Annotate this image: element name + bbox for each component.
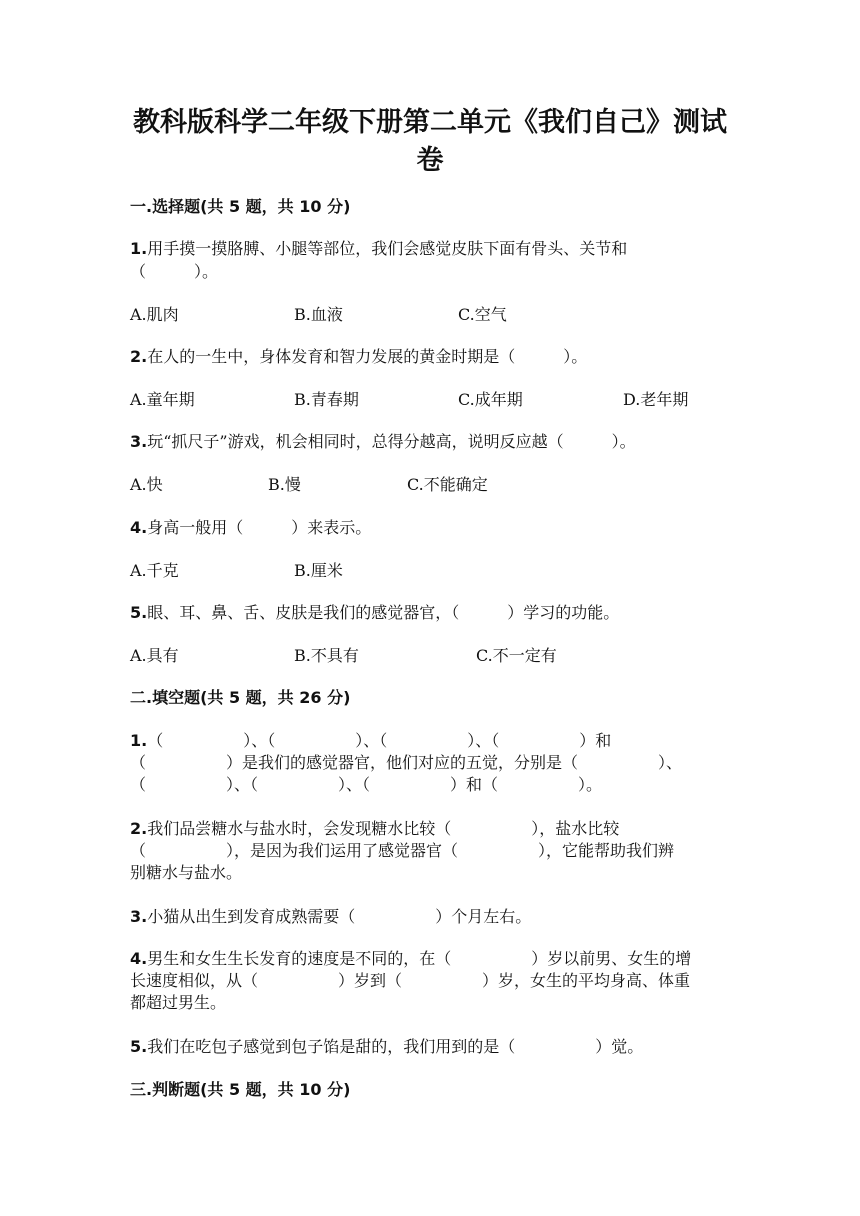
option-a[interactable]: A.快 (130, 475, 163, 494)
fill-question-4-line3: 都超过男生。 (130, 993, 227, 1012)
question-text: 眼、耳、鼻、舌、皮肤是我们的感觉器官，（ ）学习的功能。 (147, 603, 620, 622)
question-number: 3. (130, 907, 148, 926)
option-c[interactable]: C.空气 (458, 305, 507, 324)
fill-question-4 (130, 946, 691, 969)
question-number: 1. (130, 731, 148, 750)
option-b[interactable]: B.慢 (268, 475, 301, 494)
choice-question-3 (130, 429, 636, 452)
fill-question-5 (130, 1034, 643, 1057)
question-number: 2. (130, 819, 148, 838)
option-d[interactable]: D.老年期 (623, 390, 689, 409)
section-heading-fill: 二.填空题(共 5 题，共 26 分) (130, 688, 351, 707)
choice-question-4 (130, 515, 371, 538)
question-text: 男生和女生生长发育的速度是不同的，在（ ）岁以前男、女生的增 (147, 949, 692, 968)
section-heading-choice: 一.选择题(共 5 题，共 10 分) (130, 197, 351, 216)
question-number: 2. (130, 347, 148, 366)
fill-question-2-line2: （ ），是因为我们运用了感觉器官（ ），它能帮助我们辨 (130, 841, 675, 860)
fill-question-1-line3: （ ）、（ ）、（ ）和（ ）。 (130, 775, 603, 794)
fill-question-2-line3: 别糖水与盐水。 (130, 863, 243, 882)
option-c[interactable]: C.不能确定 (407, 475, 488, 494)
option-c[interactable]: C.不一定有 (476, 646, 557, 665)
choice-question-2 (130, 344, 587, 367)
option-a[interactable]: A.肌肉 (130, 305, 179, 324)
choice-question-1 (130, 236, 627, 259)
option-b[interactable]: B.不具有 (294, 646, 359, 665)
fill-question-1-line2: （ ）是我们的感觉器官，他们对应的五觉，分别是（ ）、 (130, 753, 683, 772)
document-title (80, 104, 780, 180)
question-number: 1. (130, 239, 148, 258)
question-number: 4. (130, 949, 148, 968)
question-text: 我们在吃包子感觉到包子馅是甜的，我们用到的是（ ）觉。 (147, 1037, 644, 1056)
fill-question-1 (130, 728, 611, 751)
fill-question-3 (130, 904, 531, 927)
question-text: 在人的一生中，身体发育和智力发展的黄金时期是（ ）。 (147, 347, 588, 366)
question-number: 3. (130, 432, 148, 451)
fill-question-2 (130, 816, 619, 839)
question-text: 玩“抓尺子”游戏，机会相同时，总得分越高，说明反应越（ ）。 (147, 432, 636, 451)
option-a[interactable]: A.具有 (130, 646, 179, 665)
question-number: 5. (130, 603, 148, 622)
choice-question-1-line2: （ ）。 (130, 262, 219, 281)
document-title-line1: 教科版科学二年级下册第二单元《我们自己》测试 (133, 107, 727, 138)
question-text: 我们品尝糖水与盐水时，会发现糖水比较（ ），盐水比较 (147, 819, 620, 838)
question-text: （ ）、（ ）、（ ）、（ ）和 (147, 731, 612, 750)
question-text: 身高一般用（ ）来表示。 (147, 518, 372, 537)
choice-question-5 (130, 600, 619, 623)
question-number: 5. (130, 1037, 148, 1056)
question-number: 4. (130, 518, 148, 537)
section-heading-judge: 三.判断题(共 5 题，共 10 分) (130, 1080, 351, 1099)
option-b[interactable]: B.血液 (294, 305, 343, 324)
document-title-line2: 卷 (416, 145, 444, 176)
option-c[interactable]: C.成年期 (458, 390, 523, 409)
option-a[interactable]: A.童年期 (130, 390, 195, 409)
question-text: 用手摸一摸胳膊、小腿等部位，我们会感觉皮肤下面有骨头、关节和 (147, 239, 628, 258)
option-a[interactable]: A.千克 (130, 561, 179, 580)
option-b[interactable]: B.厘米 (294, 561, 343, 580)
question-text: 小猫从出生到发育成熟需要（ ）个月左右。 (147, 907, 532, 926)
option-b[interactable]: B.青春期 (294, 390, 359, 409)
fill-question-4-line2: 长速度相似，从（ ）岁到（ ）岁，女生的平均身高、体重 (130, 971, 691, 990)
